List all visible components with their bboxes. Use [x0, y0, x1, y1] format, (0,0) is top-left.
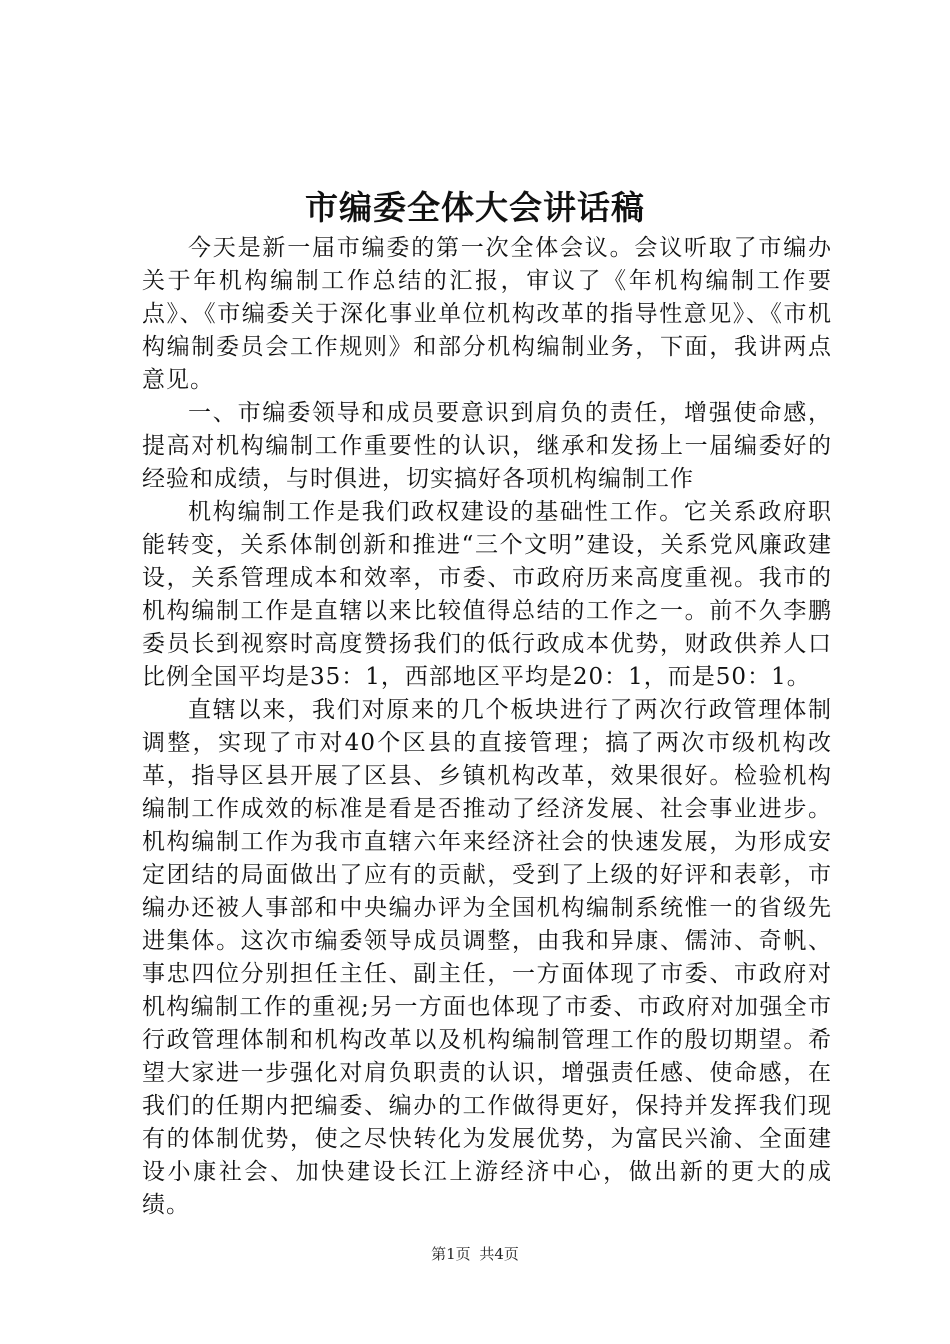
- document-body: [142, 232, 832, 1222]
- total-pages: 共4页: [479, 1245, 519, 1263]
- document-title: 市编委全体大会讲话稿: [305, 188, 645, 227]
- paragraph-intro: 今天是新一届市编委的第一次全体会议。会议听取了市编办关于年机构编制工作总结的汇报，审议了《年机构编制工作要点》、《市编委关于深化事业单位机构改革的指导性意见》、《市机构编制委员会工作规则》和部分机构编制业务，下面，我讲两点意见。: [142, 235, 832, 393]
- page-footer: [0, 1244, 950, 1264]
- page-number: 第1页: [431, 1245, 471, 1263]
- paragraph-achievements: 直辖以来，我们对原来的几个板块进行了两次行政管理体制调整，实现了市对40个区县的直接管理；搞了两次市级机构改革，指导区县开展了区县、乡镇机构改革，效果很好。检验机构编制工作成效的标准是看是否推动了经济发展、社会事业进步。机构编制工作为我市直辖六年来经济社会的快速发展，为形成安定团结的局面做出了应有的贡献，受到了上级的好评和表彰，市编办还被人事部和中央编办评为全国机构编制系统惟一的省级先进集体。这次市编委领导成员调整，由我和异康、儒沛、奇帆、事忠四位分别担任主任、副主任，一方面体现了市委、市政府对机构编制工作的重视;另一方面也体现了市委、市政府对加强全市行政管理体制和机构改革以及机构编制管理工作的殷切期望。希望大家进一步强化对肩负职责的认识，增强责任感、使命感，在我们的任期内把编委、编办的工作做得更好，保持并发挥我们现有的体制优势，使之尽快转化为发展优势，为富民兴渝、全面建设小康社会、加快建设长江上游经济中心，做出新的更大的成绩。: [142, 697, 832, 1218]
- paragraph-importance: 机构编制工作是我们政权建设的基础性工作。它关系政府职能转变，关系体制创新和推进“三个文明”建设，关系党风廉政建设，关系管理成本和效率，市委、市政府历来高度重视。我市的机构编制工作是直辖以来比较值得总结的工作之一。前不久李鹏委员长到视察时高度赞扬我们的低行政成本优势，财政供养人口比例全国平均是35：1，西部地区平均是20：1，而是50：1。: [142, 499, 832, 690]
- paragraph-section-heading: 一、市编委领导和成员要意识到肩负的责任，增强使命感，提高对机构编制工作重要性的认识，继承和发扬上一届编委好的经验和成绩，与时俱进，切实搞好各项机构编制工作: [142, 400, 832, 492]
